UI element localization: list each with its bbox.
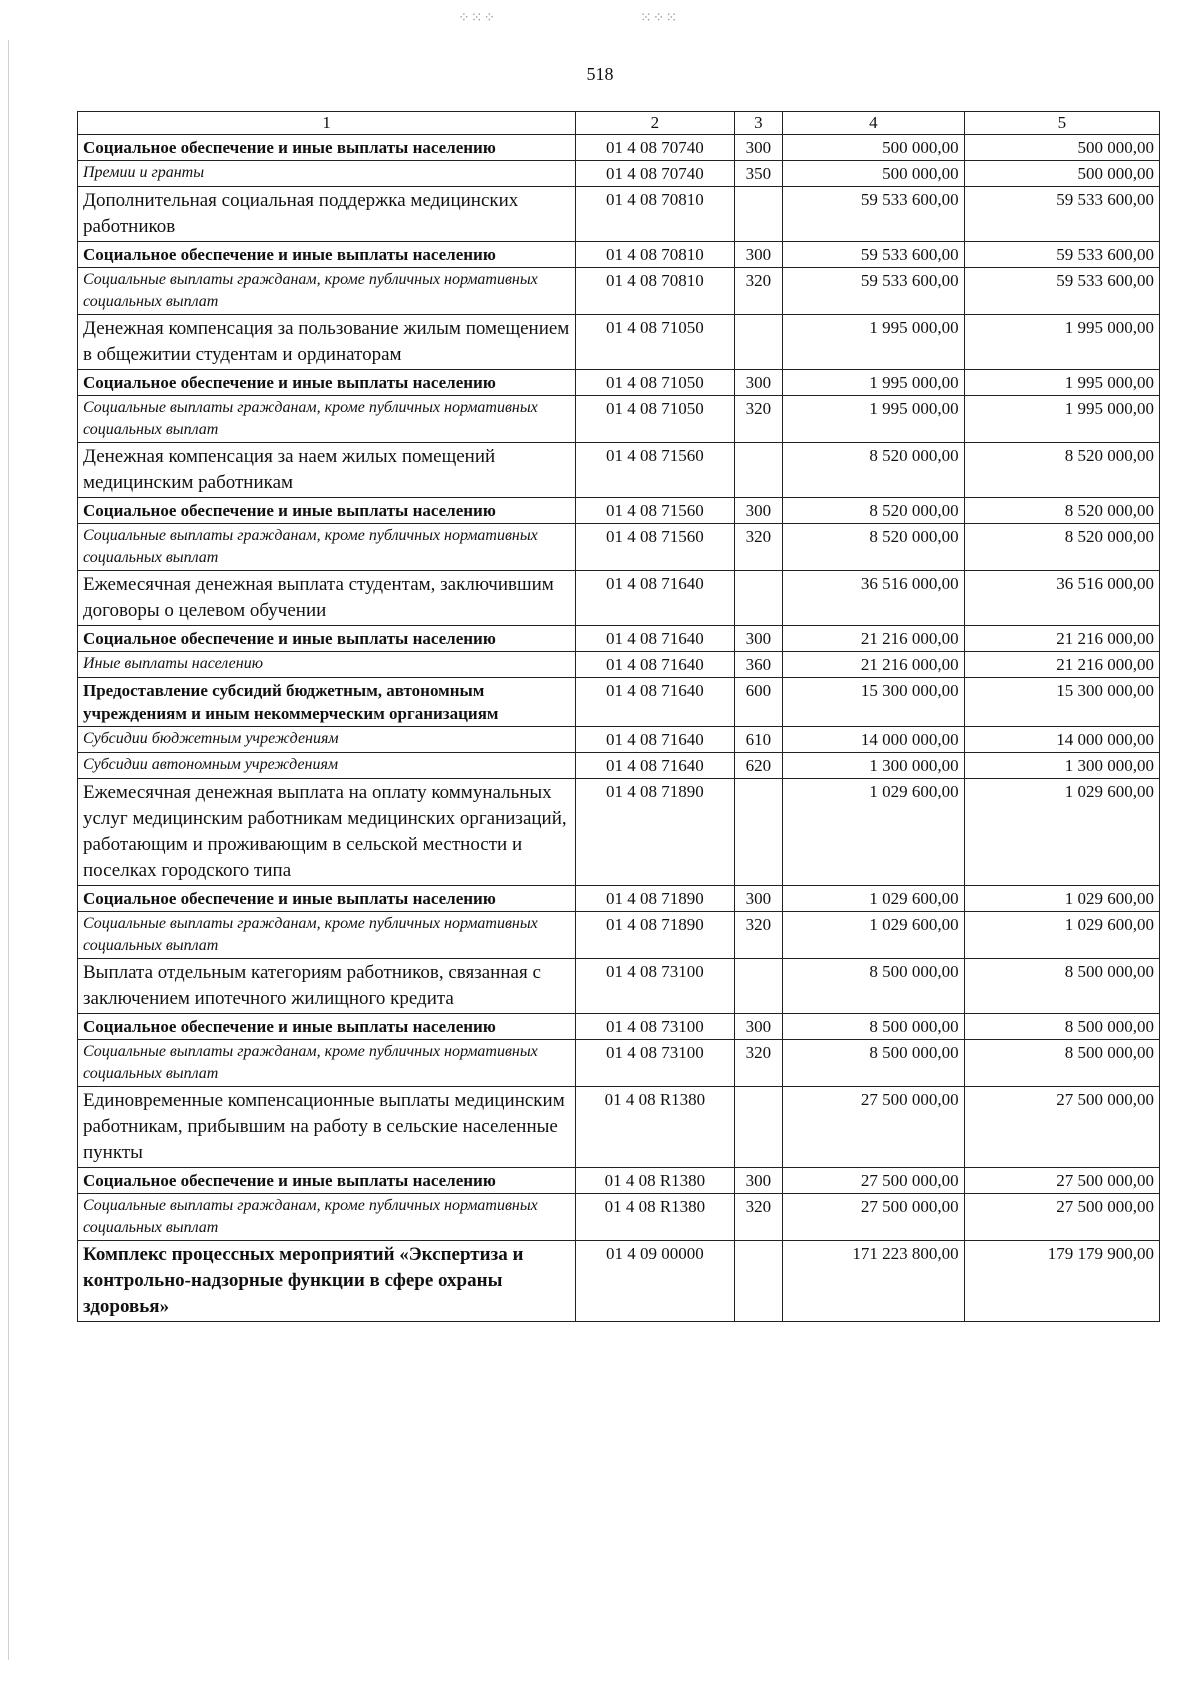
table-header-row — [78, 112, 1160, 135]
row-code: 01 4 08 71640 — [576, 753, 734, 779]
table-row — [78, 779, 1160, 886]
table-row — [78, 315, 1160, 370]
row-amount-year2: 36 516 000,00 — [964, 571, 1159, 626]
row-amount-year1: 1 300 000,00 — [783, 753, 965, 779]
row-name: Социальные выплаты гражданам, кроме публичных нормативных социальных выплат — [78, 396, 576, 443]
row-expense-type — [734, 959, 783, 1014]
table-row — [78, 187, 1160, 242]
row-code: 01 4 08 71640 — [576, 727, 734, 753]
row-amount-year2: 1 029 600,00 — [964, 779, 1159, 886]
row-amount-year2: 8 500 000,00 — [964, 959, 1159, 1014]
row-name: Дополнительная социальная поддержка медицинских работников — [78, 187, 576, 242]
table-row — [78, 727, 1160, 753]
row-amount-year2: 1 995 000,00 — [964, 396, 1159, 443]
table-row — [78, 1241, 1160, 1322]
row-amount-year1: 8 520 000,00 — [783, 443, 965, 498]
row-expense-type: 300 — [734, 1014, 783, 1040]
row-amount-year1: 27 500 000,00 — [783, 1194, 965, 1241]
row-name: Комплекс процессных мероприятий «Экспертиза и контрольно-надзорные функции в сфере охраны здоровья» — [78, 1241, 576, 1322]
row-code: 01 4 08 71050 — [576, 315, 734, 370]
row-expense-type — [734, 779, 783, 886]
row-code: 01 4 08 73100 — [576, 1040, 734, 1087]
table-row — [78, 753, 1160, 779]
row-code: 01 4 09 00000 — [576, 1241, 734, 1322]
table-row — [78, 135, 1160, 161]
row-expense-type: 600 — [734, 678, 783, 727]
row-amount-year1: 8 500 000,00 — [783, 1040, 965, 1087]
row-code: 01 4 08 71560 — [576, 498, 734, 524]
row-amount-year2: 8 520 000,00 — [964, 443, 1159, 498]
row-code: 01 4 08 71050 — [576, 370, 734, 396]
row-expense-type: 300 — [734, 886, 783, 912]
row-code: 01 4 08 71560 — [576, 443, 734, 498]
column-header: 5 — [964, 112, 1159, 135]
row-amount-year2: 1 995 000,00 — [964, 315, 1159, 370]
row-amount-year2: 8 520 000,00 — [964, 524, 1159, 571]
row-name: Социальные выплаты гражданам, кроме публичных нормативных социальных выплат — [78, 1194, 576, 1241]
row-name: Социальные выплаты гражданам, кроме публичных нормативных социальных выплат — [78, 1040, 576, 1087]
row-amount-year2: 500 000,00 — [964, 161, 1159, 187]
scan-margin-line — [8, 40, 9, 1660]
row-code: 01 4 08 73100 — [576, 959, 734, 1014]
table-row — [78, 1087, 1160, 1168]
row-amount-year2: 8 500 000,00 — [964, 1040, 1159, 1087]
row-name: Социальное обеспечение и иные выплаты населению — [78, 1014, 576, 1040]
table-row — [78, 498, 1160, 524]
row-name: Денежная компенсация за пользование жилым помещением в общежитии студентам и ординаторам — [78, 315, 576, 370]
row-amount-year2: 14 000 000,00 — [964, 727, 1159, 753]
row-expense-type: 300 — [734, 1168, 783, 1194]
row-expense-type: 350 — [734, 161, 783, 187]
row-amount-year2: 27 500 000,00 — [964, 1087, 1159, 1168]
table-row — [78, 912, 1160, 959]
row-amount-year2: 1 995 000,00 — [964, 370, 1159, 396]
row-expense-type: 300 — [734, 135, 783, 161]
row-expense-type: 320 — [734, 268, 783, 315]
row-amount-year1: 59 533 600,00 — [783, 268, 965, 315]
row-amount-year1: 14 000 000,00 — [783, 727, 965, 753]
row-expense-type: 610 — [734, 727, 783, 753]
row-code: 01 4 08 71050 — [576, 396, 734, 443]
row-name: Социальное обеспечение и иные выплаты населению — [78, 886, 576, 912]
scan-artifact: ⁘⁙⁘ — [458, 11, 497, 26]
row-amount-year2: 15 300 000,00 — [964, 678, 1159, 727]
row-code: 01 4 08 R1380 — [576, 1087, 734, 1168]
row-expense-type: 320 — [734, 396, 783, 443]
table-row — [78, 524, 1160, 571]
row-code: 01 4 08 73100 — [576, 1014, 734, 1040]
row-amount-year1: 1 995 000,00 — [783, 370, 965, 396]
row-amount-year2: 21 216 000,00 — [964, 652, 1159, 678]
row-expense-type: 300 — [734, 370, 783, 396]
row-code: 01 4 08 70810 — [576, 268, 734, 315]
row-expense-type: 320 — [734, 912, 783, 959]
row-code: 01 4 08 R1380 — [576, 1168, 734, 1194]
row-amount-year2: 27 500 000,00 — [964, 1194, 1159, 1241]
row-expense-type: 320 — [734, 1194, 783, 1241]
table-row — [78, 626, 1160, 652]
row-amount-year1: 59 533 600,00 — [783, 242, 965, 268]
row-code: 01 4 08 70740 — [576, 135, 734, 161]
row-code: 01 4 08 71640 — [576, 626, 734, 652]
table-row — [78, 1040, 1160, 1087]
row-code: 01 4 08 71560 — [576, 524, 734, 571]
row-code: 01 4 08 70810 — [576, 242, 734, 268]
row-amount-year2: 59 533 600,00 — [964, 242, 1159, 268]
row-name: Субсидии бюджетным учреждениям — [78, 727, 576, 753]
table-row — [78, 161, 1160, 187]
column-header: 3 — [734, 112, 783, 135]
table-row — [78, 1194, 1160, 1241]
budget-table — [77, 111, 1160, 1322]
row-code: 01 4 08 71640 — [576, 571, 734, 626]
row-amount-year1: 59 533 600,00 — [783, 187, 965, 242]
row-amount-year1: 1 029 600,00 — [783, 779, 965, 886]
row-name: Единовременные компенсационные выплаты медицинским работникам, прибывшим на работу в сельские населенные пункты — [78, 1087, 576, 1168]
table-row — [78, 959, 1160, 1014]
row-code: 01 4 08 71890 — [576, 886, 734, 912]
row-amount-year1: 8 520 000,00 — [783, 498, 965, 524]
row-code: 01 4 08 71890 — [576, 912, 734, 959]
table-row — [78, 396, 1160, 443]
row-name: Денежная компенсация за наем жилых помещений медицинским работникам — [78, 443, 576, 498]
row-name: Ежемесячная денежная выплата на оплату коммунальных услуг медицинским работникам медицинских организаций, работающим и проживающим в сельской местности и поселках городского типа — [78, 779, 576, 886]
row-name: Социальное обеспечение и иные выплаты населению — [78, 1168, 576, 1194]
row-name: Социальные выплаты гражданам, кроме публичных нормативных социальных выплат — [78, 268, 576, 315]
row-name: Премии и гранты — [78, 161, 576, 187]
row-expense-type — [734, 187, 783, 242]
row-amount-year1: 1 995 000,00 — [783, 315, 965, 370]
row-expense-type: 300 — [734, 242, 783, 268]
page-number: 518 — [586, 64, 614, 84]
row-amount-year1: 1 029 600,00 — [783, 886, 965, 912]
row-expense-type: 360 — [734, 652, 783, 678]
row-amount-year2: 179 179 900,00 — [964, 1241, 1159, 1322]
row-expense-type — [734, 315, 783, 370]
row-code: 01 4 08 71640 — [576, 652, 734, 678]
row-amount-year1: 21 216 000,00 — [783, 626, 965, 652]
row-amount-year1: 15 300 000,00 — [783, 678, 965, 727]
table-row — [78, 370, 1160, 396]
table-row — [78, 1014, 1160, 1040]
row-amount-year1: 171 223 800,00 — [783, 1241, 965, 1322]
row-expense-type — [734, 571, 783, 626]
row-name: Социальное обеспечение и иные выплаты населению — [78, 370, 576, 396]
row-name: Иные выплаты населению — [78, 652, 576, 678]
table-row — [78, 242, 1160, 268]
row-amount-year2: 21 216 000,00 — [964, 626, 1159, 652]
row-amount-year2: 1 029 600,00 — [964, 886, 1159, 912]
row-expense-type: 300 — [734, 626, 783, 652]
row-amount-year1: 1 029 600,00 — [783, 912, 965, 959]
row-name: Социальное обеспечение и иные выплаты населению — [78, 498, 576, 524]
table-row — [78, 652, 1160, 678]
table-row — [78, 1168, 1160, 1194]
row-amount-year2: 27 500 000,00 — [964, 1168, 1159, 1194]
row-expense-type: 320 — [734, 1040, 783, 1087]
row-amount-year2: 1 300 000,00 — [964, 753, 1159, 779]
row-code: 01 4 08 70740 — [576, 161, 734, 187]
row-name: Социальные выплаты гражданам, кроме публичных нормативных социальных выплат — [78, 912, 576, 959]
row-name: Социальное обеспечение и иные выплаты населению — [78, 135, 576, 161]
row-amount-year1: 500 000,00 — [783, 135, 965, 161]
row-amount-year1: 21 216 000,00 — [783, 652, 965, 678]
table-row — [78, 886, 1160, 912]
row-expense-type: 300 — [734, 498, 783, 524]
row-expense-type — [734, 1241, 783, 1322]
row-amount-year1: 8 520 000,00 — [783, 524, 965, 571]
row-name: Социальные выплаты гражданам, кроме публичных нормативных социальных выплат — [78, 524, 576, 571]
row-amount-year2: 59 533 600,00 — [964, 268, 1159, 315]
table-row — [78, 678, 1160, 727]
row-amount-year1: 500 000,00 — [783, 161, 965, 187]
row-amount-year1: 8 500 000,00 — [783, 959, 965, 1014]
scan-artifact: ⁙⁘⁙ — [640, 11, 679, 26]
table-row — [78, 443, 1160, 498]
row-amount-year2: 1 029 600,00 — [964, 912, 1159, 959]
row-code: 01 4 08 70810 — [576, 187, 734, 242]
row-name: Субсидии автономным учреждениям — [78, 753, 576, 779]
row-amount-year1: 27 500 000,00 — [783, 1168, 965, 1194]
table-body — [78, 135, 1160, 1322]
row-amount-year2: 500 000,00 — [964, 135, 1159, 161]
table-row — [78, 571, 1160, 626]
row-amount-year2: 8 520 000,00 — [964, 498, 1159, 524]
row-amount-year1: 8 500 000,00 — [783, 1014, 965, 1040]
row-name: Выплата отдельным категориям работников, связанная с заключением ипотечного жилищного кредита — [78, 959, 576, 1014]
row-name: Социальное обеспечение и иные выплаты населению — [78, 626, 576, 652]
row-code: 01 4 08 R1380 — [576, 1194, 734, 1241]
row-name: Предоставление субсидий бюджетным, автономным учреждениям и иным некоммерческим организациям — [78, 678, 576, 727]
column-header: 4 — [783, 112, 965, 135]
row-expense-type — [734, 1087, 783, 1168]
row-expense-type: 620 — [734, 753, 783, 779]
column-header: 1 — [78, 112, 576, 135]
row-amount-year2: 59 533 600,00 — [964, 187, 1159, 242]
row-name: Социальное обеспечение и иные выплаты населению — [78, 242, 576, 268]
row-expense-type — [734, 443, 783, 498]
row-name: Ежемесячная денежная выплата студентам, заключившим договоры о целевом обучении — [78, 571, 576, 626]
table-row — [78, 268, 1160, 315]
row-amount-year1: 27 500 000,00 — [783, 1087, 965, 1168]
row-amount-year1: 1 995 000,00 — [783, 396, 965, 443]
row-amount-year2: 8 500 000,00 — [964, 1014, 1159, 1040]
row-code: 01 4 08 71640 — [576, 678, 734, 727]
row-expense-type: 320 — [734, 524, 783, 571]
row-amount-year1: 36 516 000,00 — [783, 571, 965, 626]
row-code: 01 4 08 71890 — [576, 779, 734, 886]
column-header: 2 — [576, 112, 734, 135]
